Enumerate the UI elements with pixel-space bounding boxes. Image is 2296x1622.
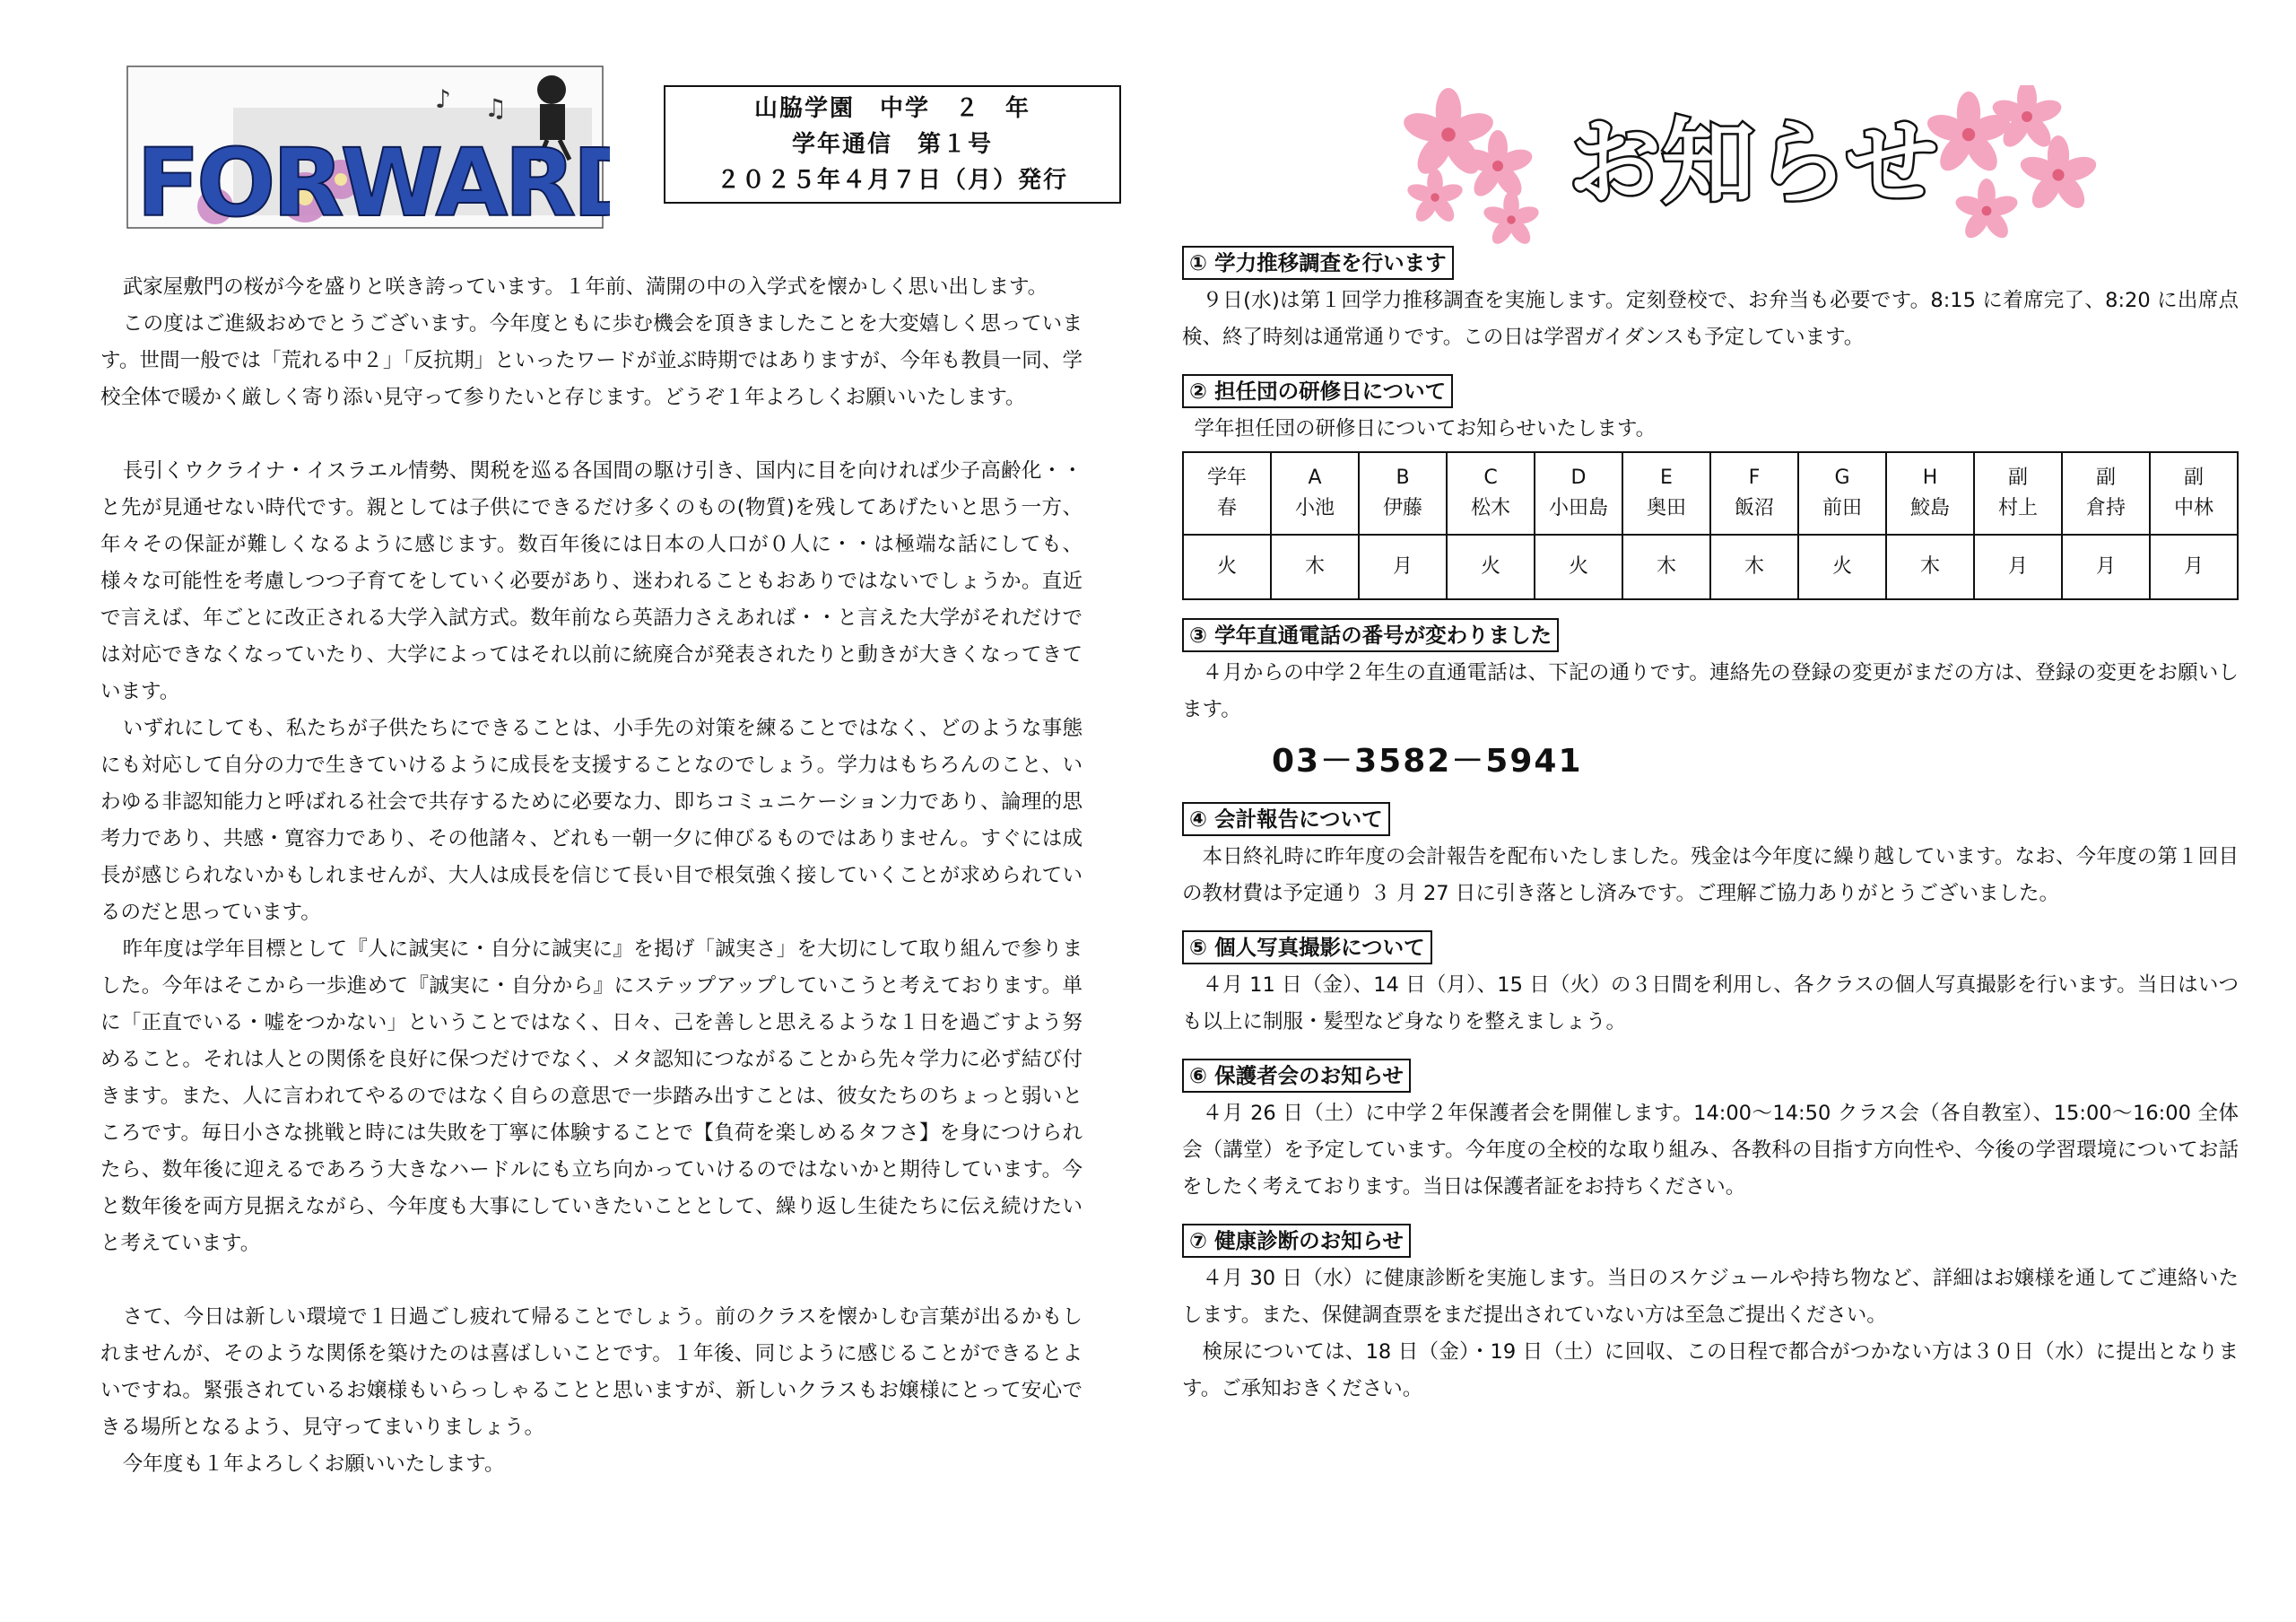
day-cell: 月: [1359, 535, 1447, 599]
section-body: ４月からの中学２年生の直通電話は、下記の通りです。連絡先の登録の変更がまだの方は、登録の変更をお願いします。: [1182, 661, 2239, 721]
teacher-cell: 小池: [1294, 497, 1335, 519]
paragraph: いずれにしても、私たちが子供たちにできることは、小手先の対策を練ることではなく、どのような事態にも対応して自分の力で生きていけるように成長を支援することなのでしょう。学力はもちろんのこと、いわゆる非認知能力と呼ばれる社会で共存するために必要な力、即ちコミュニケーション力であり、論理的思考力であり、共感・寛容力であり、その他諸々、どれも一朝一夕に伸びるものではありません。すぐには成長が感じられないかもしれませんが、大人は成長を信じて長い目で根気強く接していくことが求められているのだと思っています。: [100, 717, 1083, 924]
section-body: 検尿については、18 日（金）・19 日（土）に回収、この日程で都合がつかない方は３０日（水）に提出となります。ご承知おきください。: [1182, 1340, 2239, 1400]
teacher-cell: 中林: [2173, 497, 2213, 519]
forward-logo: [126, 63, 610, 235]
class-cell: 副: [2007, 467, 2028, 489]
paragraph: 昨年度は学年目標として『人に誠実に・自分に誠実に』を掲げ「誠実さ」を大切にして取り組んで参りました。今年はそこから一歩進めて『誠実に・自分から』にステップアップしていこうと考えております。単に「正直でいる・嘘をつかない」ということではなく、日々、己を善しと思えるような１日を過ごすよう努めること。それは人との関係を良好に保つだけでなく、メタ認知につながることから先々学力に必ず結び付きます。また、人に言われてやるのではなく自らの意思で一歩踏み出すことは、彼女たちのちょっと弱いところです。毎日小さな挑戦と時には失敗を丁寧に体験することで【負荷を楽しめるタフさ】を身につけられたら、数年後に迎えるであろう大きなハードルにも立ち向かっていけるのではないかと期待しています。今と数年後を両方見据えながら、今年度も大事にしていきたいこととして、繰り返し生徒たちに伝え続けたいと考えています。: [100, 937, 1083, 1255]
teacher-cell: 倉持: [2085, 497, 2126, 519]
teacher-cell: 村上: [1997, 497, 2038, 519]
notice-section-5: [1182, 930, 2239, 1041]
teacher-cell: 飯沼: [1734, 497, 1774, 519]
school-grade: 山脇学園 中学 ２ 年: [753, 95, 1031, 122]
section-body: ９日(水)は第１回学力推移調査を実施します。定刻登校で、お弁当も必要です。8:15 に着席完了、8:20 に出席点検、終了時刻は通常通りです。この日は学習ガイダンスも予定しています。: [1182, 289, 2239, 349]
notice-section-1: [1182, 246, 2239, 356]
svg-text:♪: ♪: [435, 84, 451, 114]
paragraph: この度はご進級おめでとうございます。今年度ともに歩む機会を頂きましたことを大変嬉しく思っています。世間一般では「荒れる中２」「反抗期」といったワードが並ぶ時期ではありますが、今年も教員一同、学校全体で暖かく厳しく寄り添い見守って参りたいと存じます。どうぞ１年よろしくお願いいたします。: [100, 312, 1083, 409]
notices-column: [1182, 246, 2239, 1426]
teacher-cell: 松木: [1470, 497, 1510, 519]
day-cell: 火: [1447, 535, 1535, 599]
logo-text: FORWARD: [136, 128, 610, 235]
section-title: ⑦ 健康診断のお知らせ: [1182, 1224, 1411, 1258]
paragraph: さて、今日は新しい環境で１日過ごし疲れて帰ることでしょう。前のクラスを懐かしむ言葉が出るかもしれませんが、そのような関係を築けたのは喜ばしいことです。１年後、同じように感じることができるとよいですね。緊張されているお嬢様もいらっしゃることと思いますが、新しいクラスもお嬢様にとって安心できる場所となるよう、見守ってまいりましょう。: [100, 1305, 1083, 1439]
day-cell: 火: [1183, 535, 1271, 599]
issue-date: ２０２５年４月７日（月）発行: [716, 167, 1068, 194]
cherry-blossom-icon: [1400, 88, 1541, 247]
notice-section-2: [1182, 374, 2239, 600]
section-title: ③ 学年直通電話の番号が変わりました: [1182, 618, 1559, 652]
day-cell: 木: [1271, 535, 1359, 599]
svg-text:♫: ♫: [484, 93, 508, 123]
notice-section-4: [1182, 802, 2239, 912]
left-article: [100, 269, 1083, 1483]
class-cell: 副: [2183, 467, 2204, 489]
section-body: ４月 26 日（土）に中学２年保護者会を開催します。14:00～14:50 クラス会（各自教室）、15:00～16:00 全体会（講堂）を予定しています。今年度の全校的な取り組み、各教科の目指す方向性や、今後の学習環境についてお話をしたく考えております。当日は保護者証をお持ちください。: [1182, 1102, 2239, 1199]
class-cell: H: [1922, 467, 1938, 489]
day-cell: 木: [1622, 535, 1710, 599]
paragraph: 武家屋敷門の桜が今を盛りと咲き誇っています。１年前、満開の中の入学式を懐かしく思い出します。: [122, 275, 1048, 299]
class-cell: F: [1748, 467, 1761, 489]
notice-section-6: [1182, 1059, 2239, 1206]
teacher-training-table: [1182, 451, 2239, 600]
section-body: 学年担任団の研修日についてお知らせいたします。: [1194, 417, 1657, 440]
table-row: [1183, 535, 2238, 599]
day-cell: 木: [1886, 535, 1974, 599]
teacher-cell: 前田: [1822, 497, 1862, 519]
teacher-cell: 鮫島: [1909, 497, 1950, 519]
section-title: ④ 会計報告について: [1182, 802, 1390, 836]
class-cell: C: [1483, 467, 1498, 489]
day-cell: 月: [1974, 535, 2062, 599]
class-cell: 副: [2095, 467, 2116, 489]
section-title: ⑤ 個人写真撮影について: [1182, 930, 1432, 964]
day-cell: 火: [1798, 535, 1886, 599]
class-cell: E: [1660, 467, 1673, 489]
section-body: ４月 30 日（水）に健康診断を実施します。当日のスケジュールや持ち物など、詳細はお嬢様を通してご連絡いたします。また、保健調査票をまだ提出されていない方は至急ご提出ください。: [1182, 1267, 2239, 1327]
teacher-cell: 小田島: [1548, 497, 1608, 519]
section-title: ⑥ 保護者会のお知らせ: [1182, 1059, 1411, 1093]
class-cell: A: [1308, 467, 1322, 489]
section-title: ② 担任団の研修日について: [1182, 374, 1453, 408]
section-body: 本日終礼時に昨年度の会計報告を配布いたしました。残金は今年度に繰り越しています。なお、今年度の第１回目の教材費は予定通り ３ 月 27 日に引き落とし済みです。ご理解ご協力ありがとうございました。: [1182, 845, 2239, 905]
issue-info-box: [664, 85, 1121, 204]
cherry-blossom-icon: [1924, 85, 2099, 242]
paragraph: 今年度も１年よろしくお願いいたします。: [122, 1452, 505, 1476]
day-cell: 火: [1535, 535, 1622, 599]
paragraph: 長引くウクライナ・イスラエル情勢、関税を巡る各国間の駆け引き、国内に目を向ければ少子高齢化・・と先が見通せない時代です。親としては子供にできるだけ多くのもの(物質)を残してあげたいと思う一方、年々その保証が難しくなるように感じます。数百年後には日本の人口が０人に・・は極端な話にしても、様々な可能性を考慮しつつ子育てをしていく必要があり、迷われることもおありではないでしょうか。直近で言えば、年ごとに改正される大学入試方式。数年前なら英語力さえあれば・・と言えた大学がそれだけでは対応できなくなっていたり、大学によってはそれ以前に統廃合が発表されたりと動きが大きくなってきています。: [100, 459, 1083, 703]
teacher-cell: 伊藤: [1382, 497, 1422, 519]
day-cell: 月: [2062, 535, 2150, 599]
class-cell: G: [1834, 467, 1850, 489]
teacher-cell: 春: [1216, 497, 1237, 519]
day-cell: 木: [1710, 535, 1798, 599]
notice-section-3: [1182, 618, 2239, 784]
class-cell: 学年: [1206, 467, 1247, 489]
section-title: ① 学力推移調査を行います: [1182, 246, 1454, 280]
day-cell: 月: [2150, 535, 2238, 599]
notice-title: お知らせ: [1568, 108, 1939, 217]
class-cell: B: [1396, 467, 1410, 489]
table-row: [1183, 452, 2238, 535]
class-cell: D: [1570, 467, 1587, 489]
phone-number: 03－3582－5941: [1272, 743, 1583, 780]
teacher-cell: 奥田: [1646, 497, 1686, 519]
notice-section-7: [1182, 1224, 2239, 1408]
section-body: ４月 11 日（金）、14 日（月）、15 日（火）の３日間を利用し、各クラスの個人写真撮影を行います。当日はいつも以上に制服・髪型など身なりを整えましょう。: [1182, 973, 2239, 1033]
newsletter-issue: 学年通信 第１号: [791, 131, 993, 158]
notice-header: [1395, 85, 2112, 247]
